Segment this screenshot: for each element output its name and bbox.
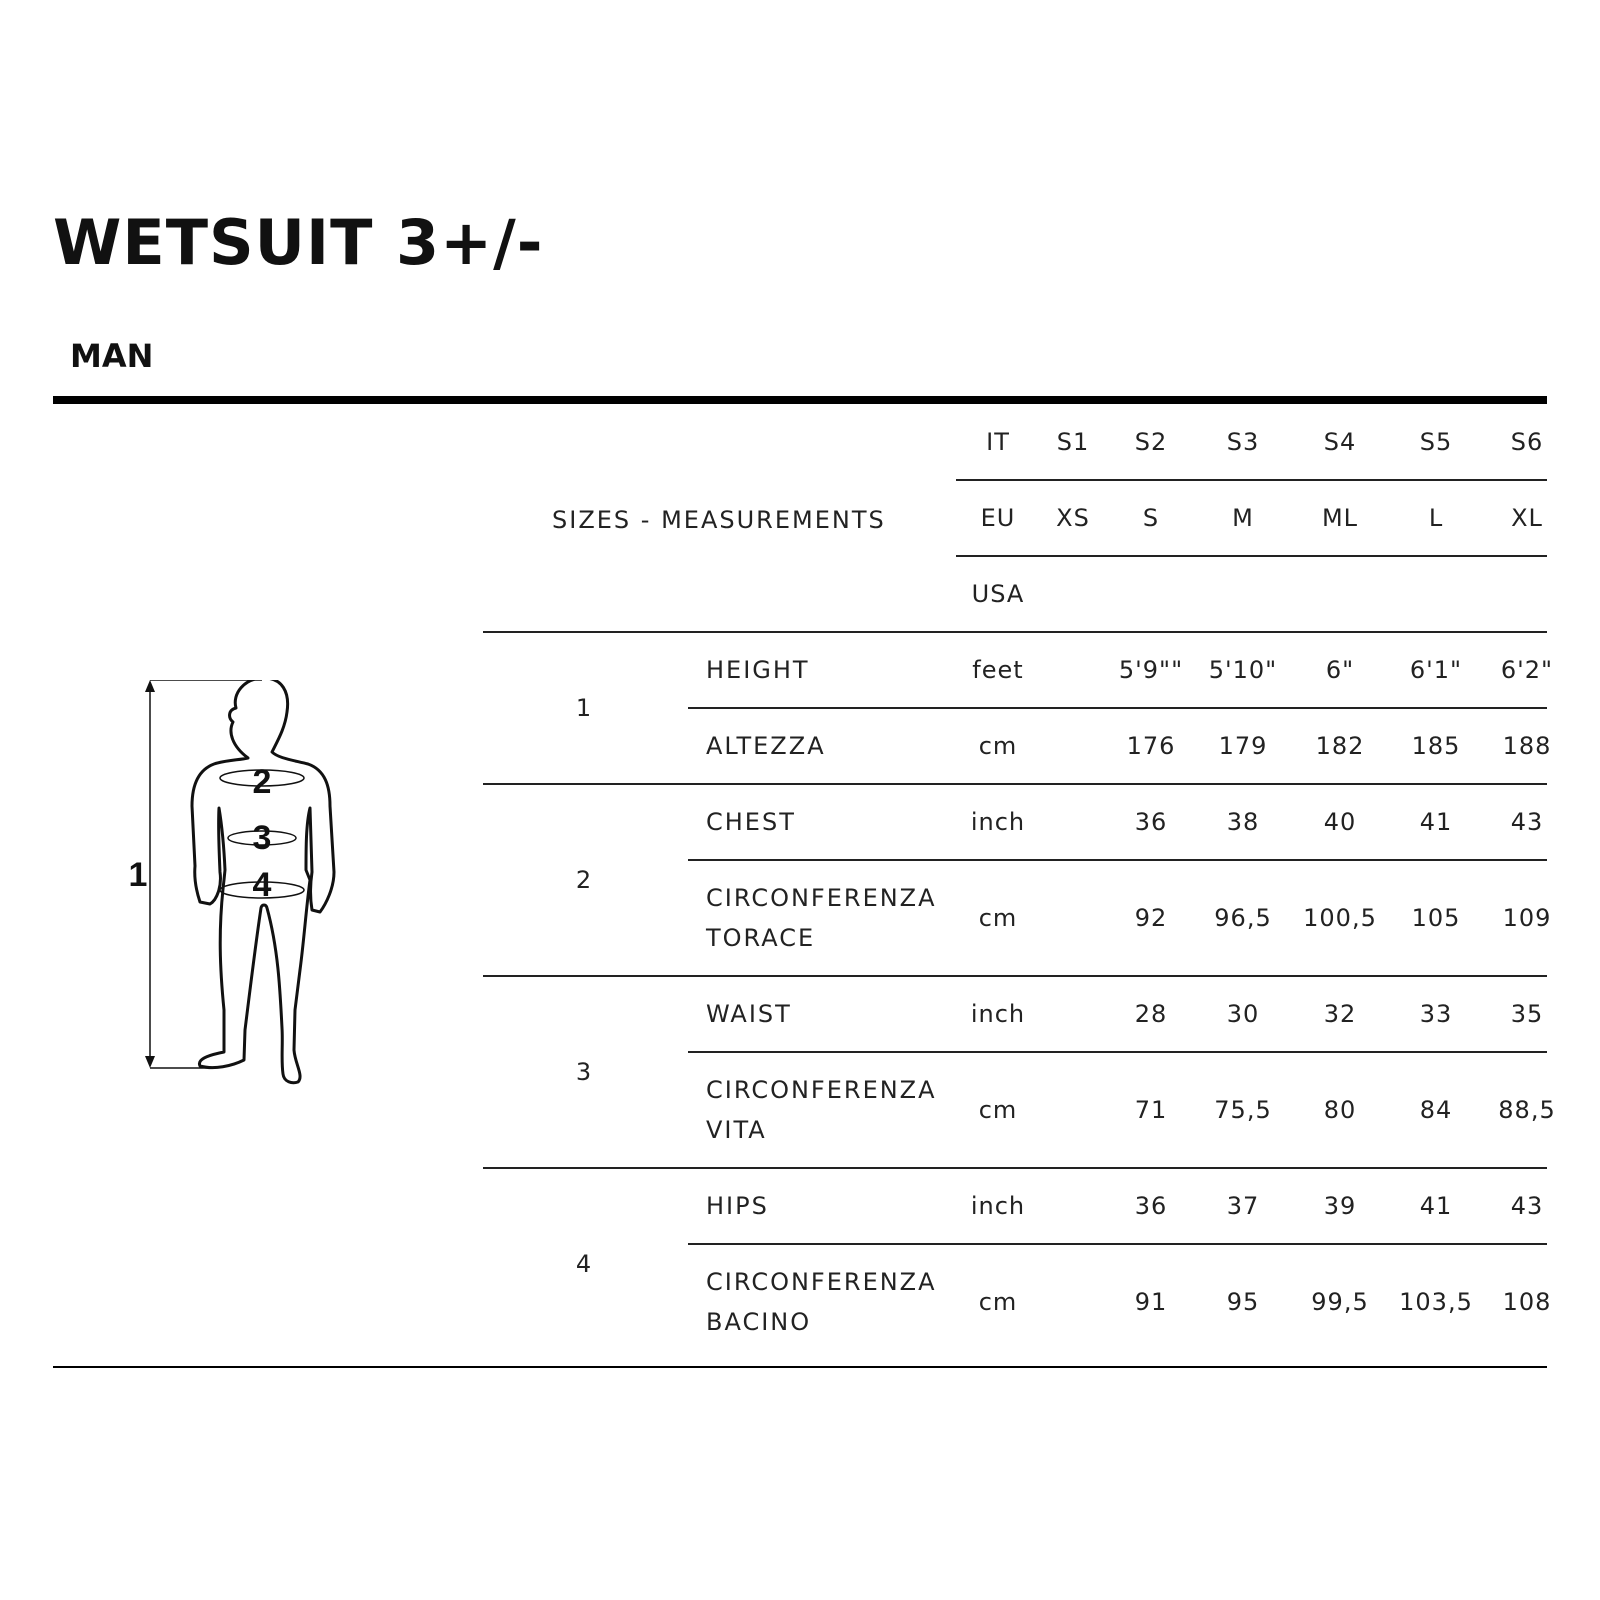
measurement-value: 75,5 <box>1214 1096 1272 1124</box>
row-divider <box>688 859 1547 861</box>
measurement-value: 33 <box>1419 1000 1453 1028</box>
measurement-value: 37 <box>1226 1192 1260 1220</box>
figure-label-waist: 3 <box>252 819 272 857</box>
header-size-eu: M <box>1232 504 1254 532</box>
measurement-label: HIPS <box>706 1192 769 1220</box>
header-divider <box>956 479 1547 481</box>
measurement-value: 176 <box>1126 732 1176 760</box>
body-measurement-figure <box>110 680 360 1100</box>
group-number-1: 1 <box>575 694 593 722</box>
measurement-value: 96,5 <box>1214 904 1272 932</box>
measurement-label: WAIST <box>706 1000 792 1028</box>
page-title: WETSUIT 3+/- <box>53 206 544 279</box>
table-bottom-rule <box>53 1366 1547 1368</box>
measurement-value: 6" <box>1325 656 1355 684</box>
group-divider <box>483 1167 1547 1169</box>
header-size-eu: L <box>1428 504 1444 532</box>
measurement-value: 179 <box>1218 732 1268 760</box>
header-divider <box>956 555 1547 557</box>
table-caption: SIZES - MEASUREMENTS <box>552 506 886 534</box>
measurement-value: 39 <box>1323 1192 1357 1220</box>
measurement-value: 43 <box>1510 808 1544 836</box>
measurement-label: CIRCONFERENZA TORACE <box>706 884 937 952</box>
unit-label: cm <box>978 732 1018 760</box>
header-size-it: S3 <box>1226 428 1260 456</box>
measurement-value: 105 <box>1411 904 1461 932</box>
header-size-it: S5 <box>1419 428 1453 456</box>
measurement-value: 80 <box>1323 1096 1357 1124</box>
group-divider <box>483 975 1547 977</box>
row-divider <box>688 1051 1547 1053</box>
arrow-up-icon <box>145 680 155 692</box>
row-divider <box>688 707 1547 709</box>
section-subtitle: MAN <box>70 337 154 375</box>
header-size-it: S4 <box>1323 428 1357 456</box>
header-size-it: S6 <box>1510 428 1544 456</box>
measurement-value: 88,5 <box>1498 1096 1556 1124</box>
measurement-value: 71 <box>1134 1096 1168 1124</box>
measurement-value: 40 <box>1323 808 1357 836</box>
unit-label: inch <box>970 1000 1026 1028</box>
measurement-value: 99,5 <box>1311 1288 1369 1316</box>
measurement-value: 41 <box>1419 808 1453 836</box>
group-number-4: 4 <box>575 1250 593 1278</box>
measurement-label: CIRCONFERENZA BACINO <box>706 1268 937 1336</box>
unit-label: cm <box>978 1096 1018 1124</box>
measurement-label: HEIGHT <box>706 656 810 684</box>
measurement-value: 188 <box>1502 732 1552 760</box>
header-rule <box>53 396 1547 404</box>
measurement-value: 5'9"" <box>1118 656 1184 684</box>
measurement-value: 5'10" <box>1208 656 1278 684</box>
group-divider <box>483 631 1547 633</box>
measurement-label: CHEST <box>706 808 796 836</box>
measurement-value: 35 <box>1510 1000 1544 1028</box>
measurement-value: 43 <box>1510 1192 1544 1220</box>
measurement-value: 92 <box>1134 904 1168 932</box>
measurement-value: 84 <box>1419 1096 1453 1124</box>
measurement-value: 6'2" <box>1500 656 1554 684</box>
arrow-down-icon <box>145 1056 155 1068</box>
measurement-label: CIRCONFERENZA VITA <box>706 1076 937 1144</box>
header-size-it: S2 <box>1134 428 1168 456</box>
measurement-label: ALTEZZA <box>706 732 826 760</box>
unit-label: cm <box>978 904 1018 932</box>
unit-label: inch <box>970 808 1026 836</box>
measurement-value: 32 <box>1323 1000 1357 1028</box>
row-divider <box>688 1243 1547 1245</box>
measurement-value: 36 <box>1134 1192 1168 1220</box>
header-size-eu: S <box>1142 504 1160 532</box>
measurement-value: 30 <box>1226 1000 1260 1028</box>
unit-label: feet <box>972 656 1024 684</box>
measurement-value: 95 <box>1226 1288 1260 1316</box>
measurement-value: 91 <box>1134 1288 1168 1316</box>
header-system-eu: EU <box>980 504 1016 532</box>
figure-label-chest: 2 <box>252 763 272 801</box>
unit-label: inch <box>970 1192 1026 1220</box>
figure-label-hips: 4 <box>252 866 272 904</box>
measurement-value: 36 <box>1134 808 1168 836</box>
header-system-usa: USA <box>971 580 1025 608</box>
measurement-value: 103,5 <box>1399 1288 1473 1316</box>
measurement-value: 100,5 <box>1303 904 1377 932</box>
header-system-it: IT <box>986 428 1010 456</box>
group-divider <box>483 783 1547 785</box>
measurement-value: 182 <box>1315 732 1365 760</box>
measurement-value: 41 <box>1419 1192 1453 1220</box>
header-size-eu: ML <box>1321 504 1359 532</box>
measurement-value: 28 <box>1134 1000 1168 1028</box>
unit-label: cm <box>978 1288 1018 1316</box>
header-size-eu: XS <box>1056 504 1090 532</box>
measurement-value: 38 <box>1226 808 1260 836</box>
measurement-value: 185 <box>1411 732 1461 760</box>
measurement-value: 108 <box>1502 1288 1552 1316</box>
group-number-3: 3 <box>575 1058 593 1086</box>
header-size-it: S1 <box>1056 428 1090 456</box>
figure-label-height: 1 <box>128 856 148 894</box>
header-size-eu: XL <box>1511 504 1543 532</box>
measurement-value: 109 <box>1502 904 1552 932</box>
measurement-value: 6'1" <box>1409 656 1463 684</box>
group-number-2: 2 <box>575 866 593 894</box>
